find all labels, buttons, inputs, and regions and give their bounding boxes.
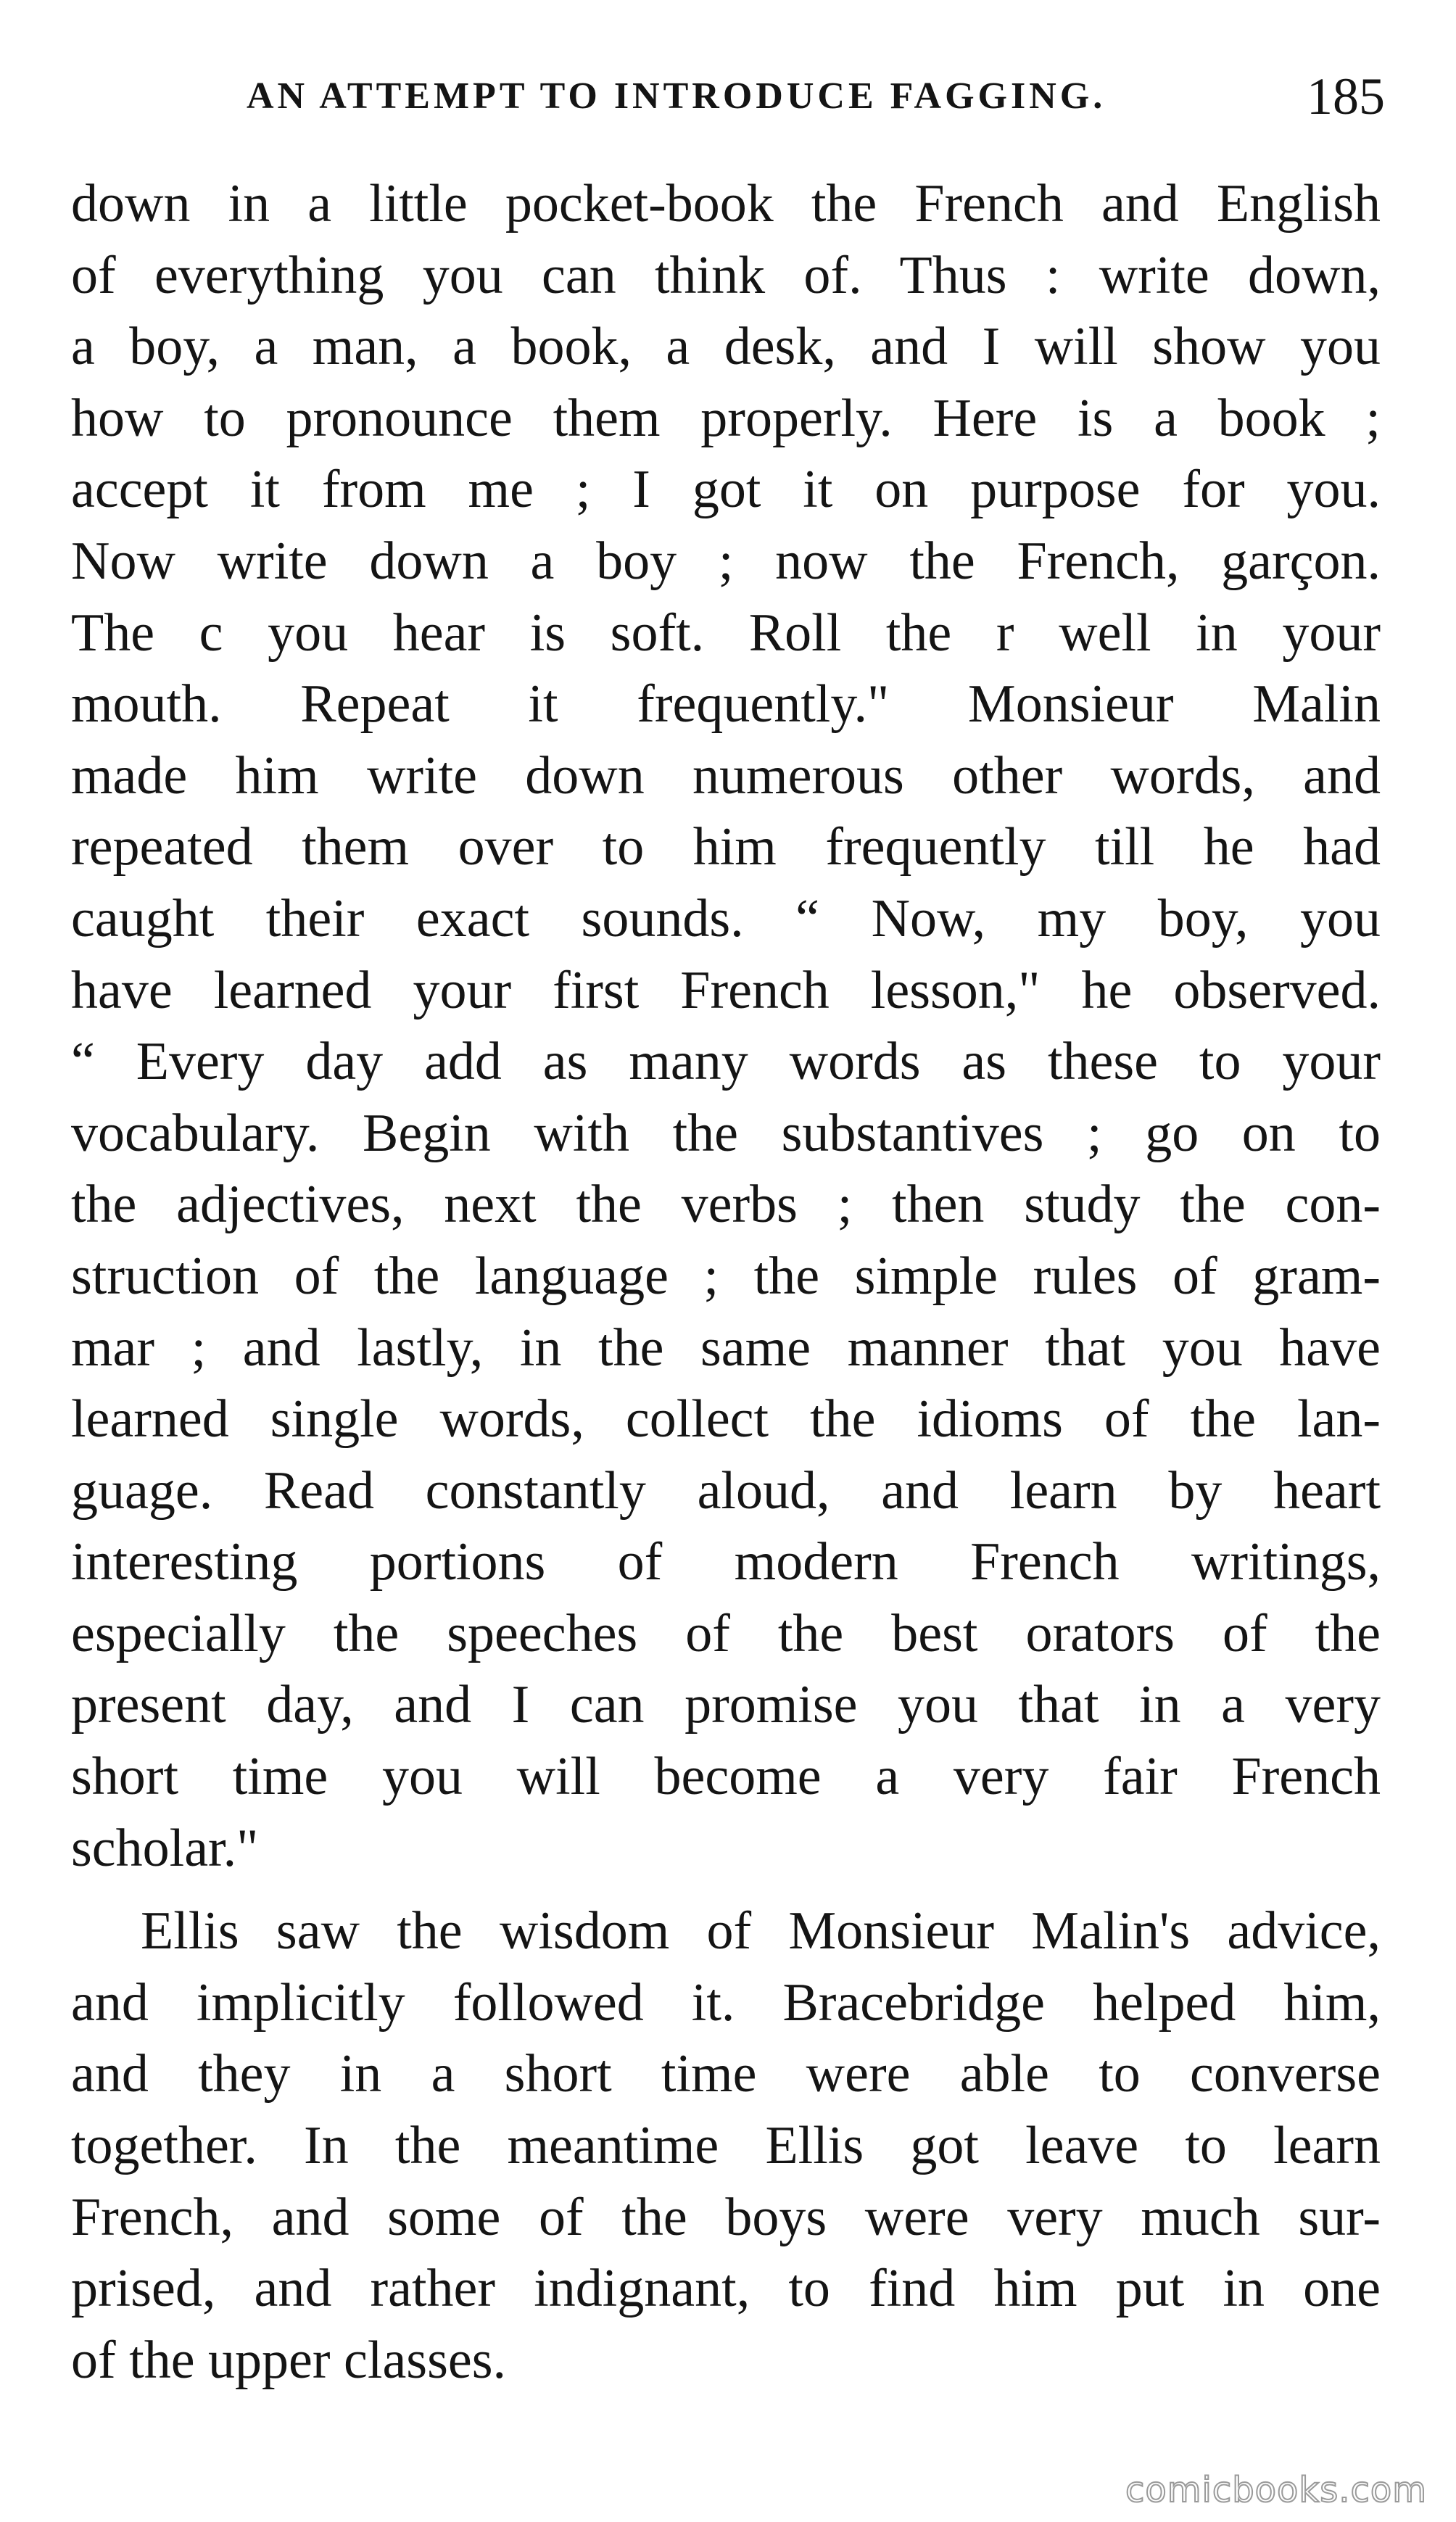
text-line: French, and some of the boys were very much sur- <box>71 2187 1381 2247</box>
text-line: accept it from me ; I got it on purpose for you. <box>71 460 1381 520</box>
text-line: repeated them over to him frequently till he had <box>71 817 1381 877</box>
body-text <box>71 168 1381 2396</box>
text-line: vocabulary. Begin with the substantives ; go on to <box>71 1103 1381 1163</box>
text-line: scholar." <box>71 1818 259 1878</box>
paragraph-1 <box>71 168 1381 1884</box>
paragraph-2 <box>71 1895 1381 2396</box>
text-line: struction of the language ; the simple rules of gram- <box>71 1246 1381 1306</box>
text-line: together. In the meantime Ellis got leave to learn <box>71 2116 1381 2176</box>
text-line: Ellis saw the wisdom of Monsieur Malin's advice, <box>141 1901 1381 1961</box>
text-line: caught their exact sounds. “ Now, my boy, you <box>71 888 1381 948</box>
text-line: of the upper classes. <box>71 2330 507 2390</box>
text-line: mar ; and lastly, in the same manner that you have <box>71 1318 1381 1378</box>
text-line: interesting portions of modern French writings, <box>71 1532 1381 1592</box>
text-line: The c you hear is soft. Roll the r well in your <box>71 603 1381 663</box>
text-line: have learned your first French lesson," he observed. <box>71 960 1381 1020</box>
text-line: Now write down a boy ; now the French, garçon. <box>71 531 1381 591</box>
text-line: mouth. Repeat it frequently." Monsieur Malin <box>71 674 1381 735</box>
text-line: short time you will become a very fair French <box>71 1747 1381 1807</box>
page-number: 185 <box>1307 67 1385 125</box>
text-line: a boy, a man, a book, a desk, and I will show you <box>71 317 1381 377</box>
text-line: and they in a short time were able to converse <box>71 2044 1381 2104</box>
text-line: “ Every day add as many words as these to your <box>71 1032 1381 1092</box>
text-line: and implicitly followed it. Bracebridge helped him, <box>71 1972 1381 2033</box>
text-line: prised, and rather indignant, to find him put in one <box>71 2259 1381 2319</box>
text-line: guage. Read constantly aloud, and learn by heart <box>71 1460 1381 1521</box>
watermark-logo: comicbooks.com <box>1125 2470 1427 2510</box>
paragraph-gap <box>71 1884 1381 1895</box>
text-line: the adjectives, next the verbs ; then study the con- <box>71 1175 1381 1235</box>
text-line: down in a little pocket-book the French and English <box>71 174 1381 233</box>
running-title: AN ATTEMPT TO INTRODUCE FAGGING. <box>247 75 1107 117</box>
text-line: present day, and I can promise you that in a very <box>71 1675 1381 1735</box>
text-line: learned single words, collect the idioms of the lan- <box>71 1389 1381 1450</box>
text-line: made him write down numerous other words, and <box>71 745 1381 806</box>
text-line: especially the speeches of the best orators of the <box>71 1603 1381 1663</box>
text-line: of everything you can think of. Thus : write down, <box>71 245 1381 305</box>
running-head <box>247 64 1385 129</box>
text-line: how to pronounce them properly. Here is a book ; <box>71 388 1381 448</box>
